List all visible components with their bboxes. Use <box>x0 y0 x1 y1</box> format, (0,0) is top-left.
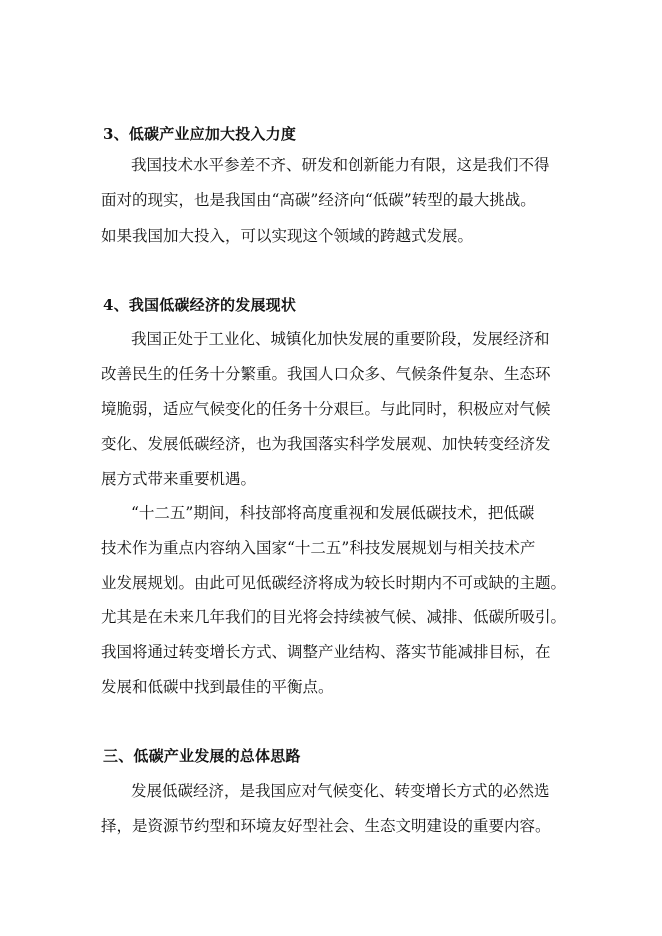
paragraph-line: 改善民生的任务十分繁重。我国人口众多、气候条件复杂、生态环 <box>101 365 551 383</box>
paragraph-line: 发展和低碳中找到最佳的平衡点。 <box>101 678 334 696</box>
paragraph-line: 变化、发展低碳经济，也为我国落实科学发展观、加快转变经济发 <box>101 435 551 453</box>
paragraph-line: 面对的现实，也是我国由“高碳”经济向“低碳”转型的最大挑战。 <box>101 191 536 209</box>
section-heading-4: 4、我国低碳经济的发展现状 <box>103 296 297 314</box>
paragraph-line: 技术作为重点内容纳入国家“十二五”科技发展规划与相关技术产 <box>101 539 536 557</box>
paragraph-line: 尤其是在未来几年我们的目光将会持续被气候、减排、低碳所吸引。 <box>101 608 567 626</box>
paragraph-line: 如果我国加大投入，可以实现这个领域的跨越式发展。 <box>101 227 474 245</box>
paragraph-line: 择，是资源节约型和环境友好型社会、生态文明建设的重要内容。 <box>101 817 551 835</box>
paragraph-line: 我国正处于工业化、城镇化加快发展的重要阶段，发展经济和 <box>131 330 550 348</box>
paragraph-line: 业发展规划。由此可见低碳经济将成为较长时期内不可或缺的主题。 <box>101 574 567 592</box>
paragraph-line: 展方式带来重要机遇。 <box>101 470 257 488</box>
paragraph-line: 我国技术水平参差不齐、研发和创新能力有限，这是我们不得 <box>131 156 550 174</box>
section-heading-three: 三、低碳产业发展的总体思路 <box>103 747 301 765</box>
section-heading-3: 3、低碳产业应加大投入力度 <box>103 125 297 143</box>
paragraph-line: 我国将通过转变增长方式、调整产业结构、落实节能减排目标，在 <box>101 643 551 661</box>
paragraph-line: “十二五”期间，科技部将高度重视和发展低碳技术，把低碳 <box>131 504 535 522</box>
paragraph-line: 境脆弱，适应气候变化的任务十分艰巨。与此同时，积极应对气候 <box>101 400 551 418</box>
paragraph-line: 发展低碳经济，是我国应对气候变化、转变增长方式的必然选 <box>131 782 550 800</box>
